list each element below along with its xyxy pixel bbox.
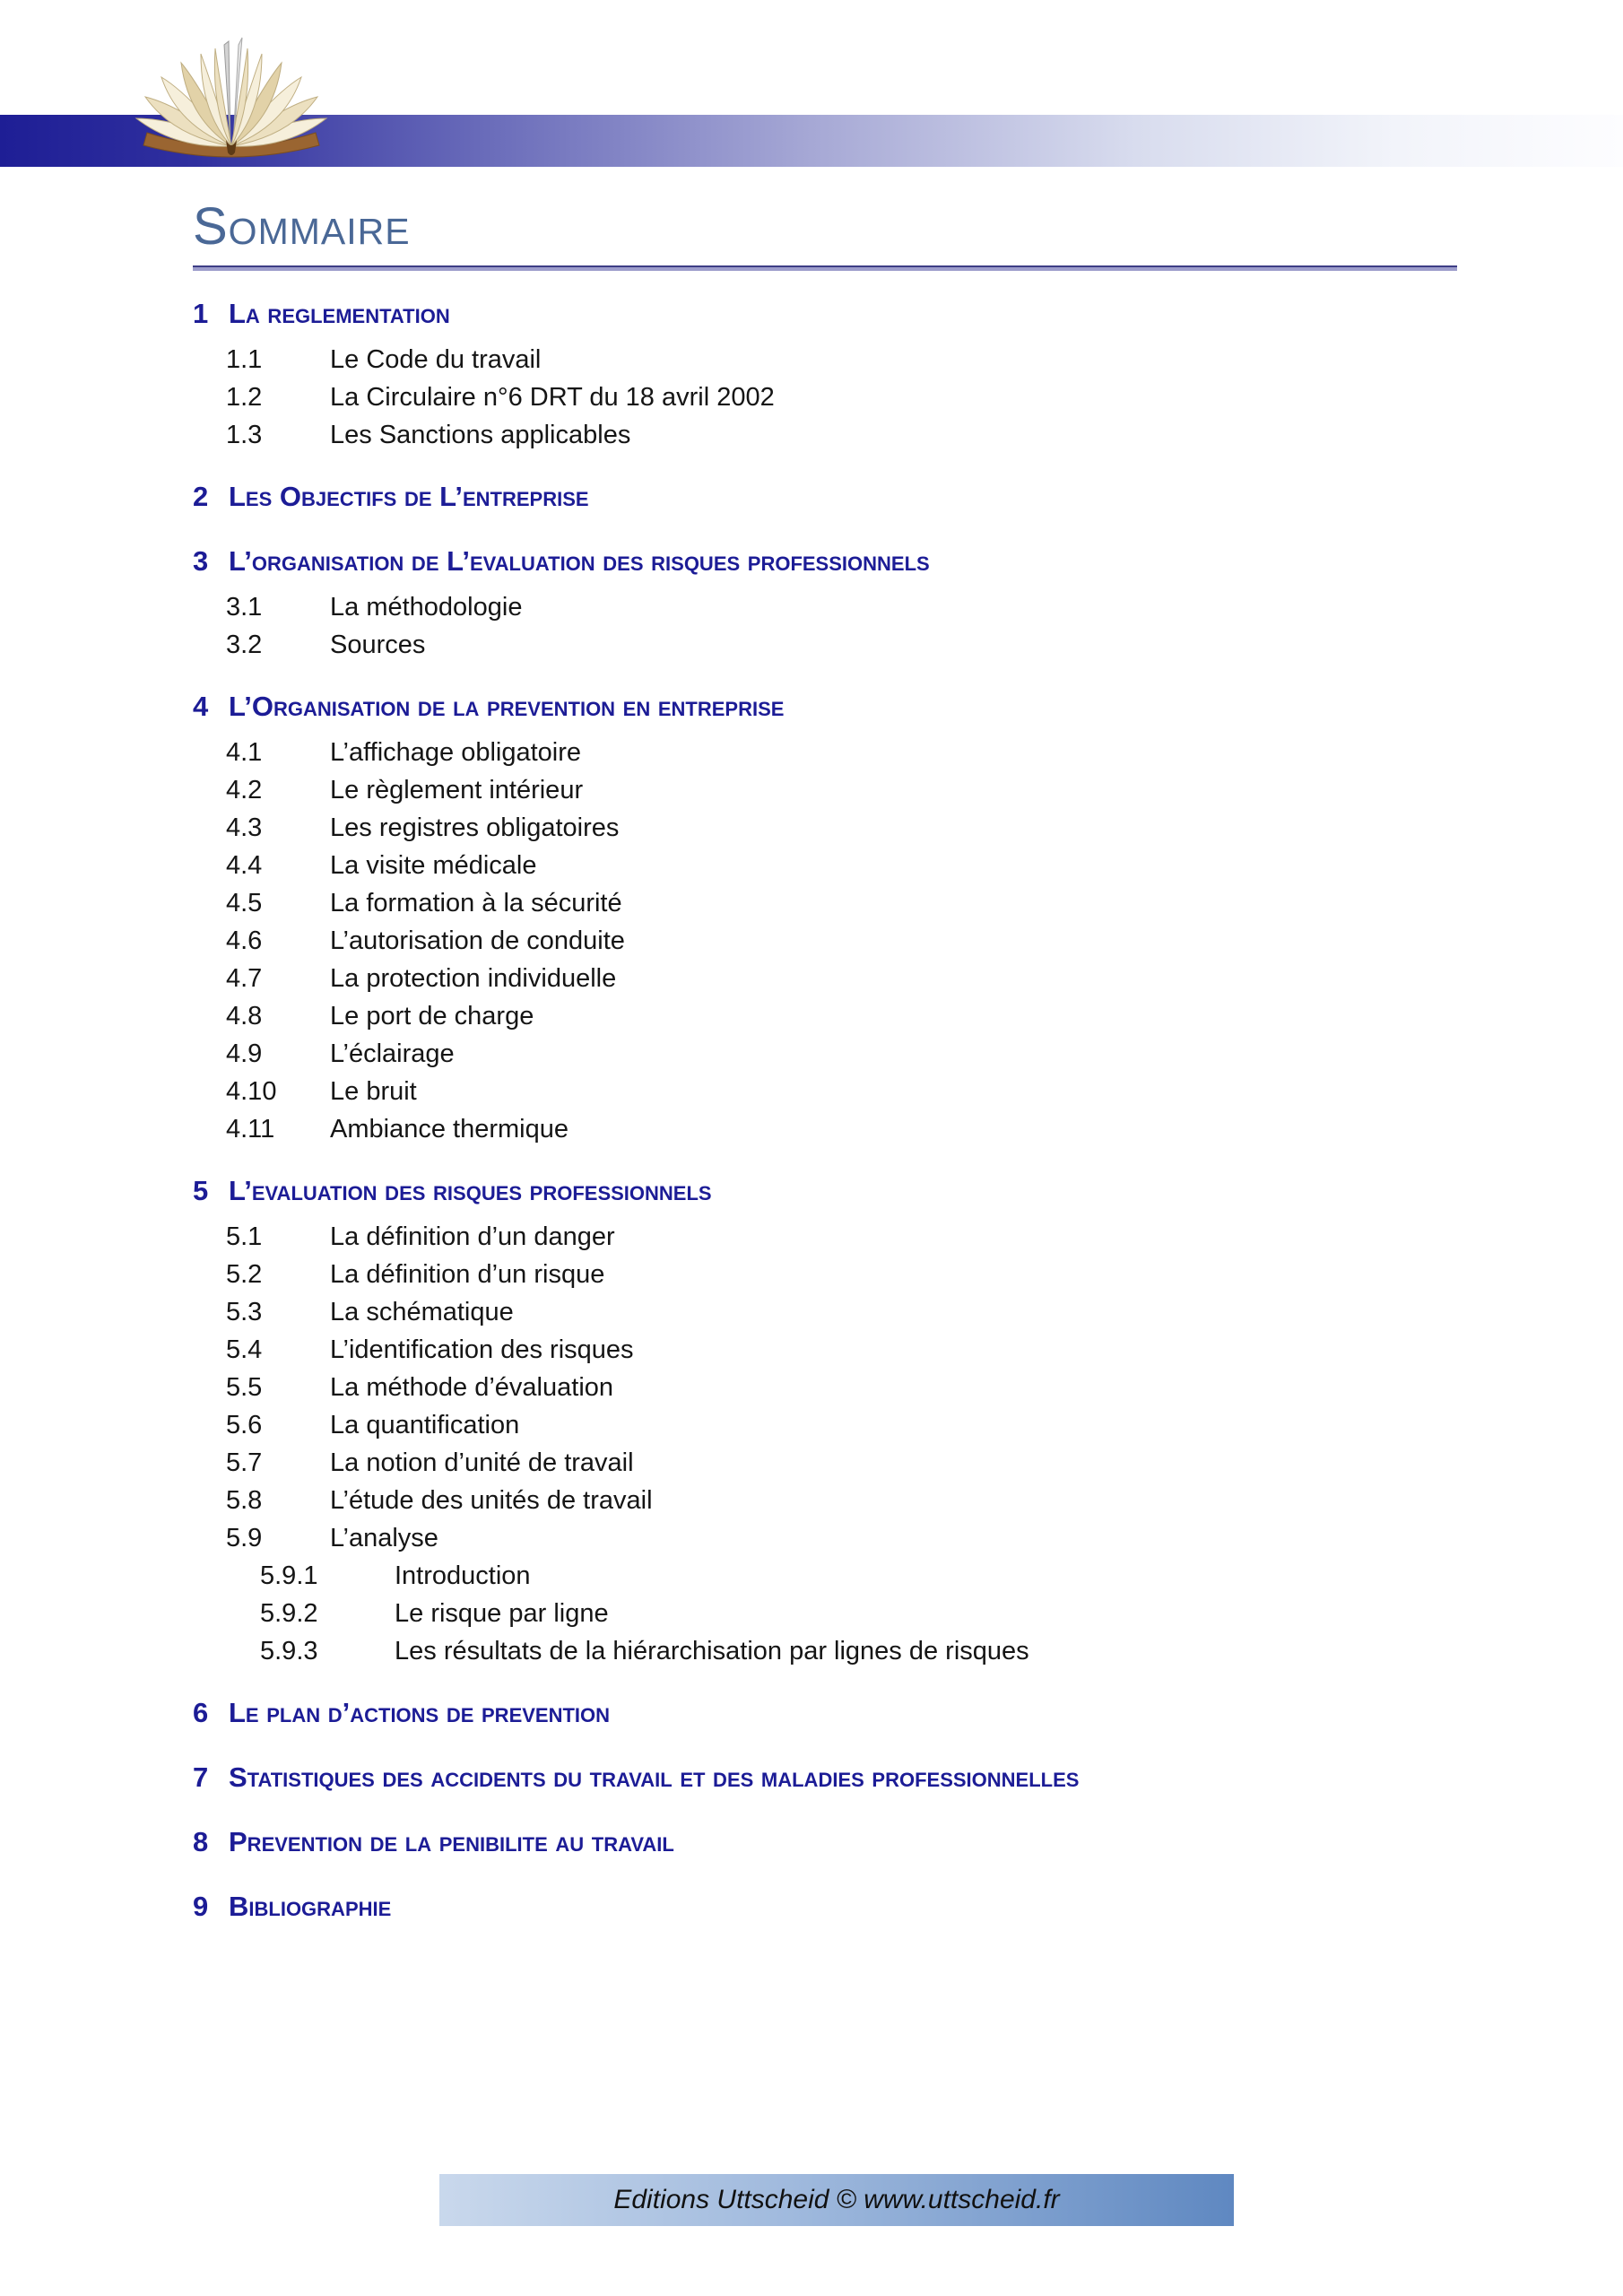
section-number: 4 bbox=[193, 691, 209, 722]
toc-entry bbox=[260, 1595, 1457, 1632]
entry-label: Les résultats de la hiérarchisation par lignes de risques bbox=[395, 1637, 1029, 1665]
entry-number: 4.2 bbox=[226, 776, 263, 804]
entry-label: Le port de charge bbox=[330, 1002, 534, 1031]
toc-entry bbox=[226, 626, 1457, 664]
entry-number: 5.9.2 bbox=[260, 1599, 318, 1628]
toc-entry bbox=[226, 416, 1457, 454]
entry-label: L’autorisation de conduite bbox=[330, 926, 625, 955]
entry-number: 4.7 bbox=[226, 964, 263, 993]
entry-label: La protection individuelle bbox=[330, 964, 617, 993]
toc-section-heading bbox=[193, 1885, 1457, 1928]
toc-section-heading bbox=[193, 685, 1457, 728]
toc-section-7 bbox=[193, 1756, 1457, 1799]
entry-label: L’identification des risques bbox=[330, 1335, 634, 1364]
toc-entry bbox=[260, 1632, 1457, 1670]
entry-label: Les registres obligatoires bbox=[330, 813, 620, 842]
toc-entry bbox=[226, 1331, 1457, 1369]
toc-entry bbox=[226, 734, 1457, 771]
entry-label: L’étude des unités de travail bbox=[330, 1486, 653, 1515]
section-number: 8 bbox=[193, 1826, 209, 1857]
entry-number: 4.8 bbox=[226, 1002, 263, 1031]
entry-number: 1.2 bbox=[226, 383, 263, 412]
footer-text: Editions Uttscheid © www.uttscheid.fr bbox=[613, 2185, 1060, 2214]
entry-label: Le Code du travail bbox=[330, 345, 542, 374]
entry-label: La visite médicale bbox=[330, 851, 537, 880]
entry-label: Le bruit bbox=[330, 1077, 417, 1106]
toc-entry bbox=[226, 771, 1457, 809]
toc-entry bbox=[226, 341, 1457, 378]
entry-number: 5.1 bbox=[226, 1222, 263, 1251]
entry-number: 4.1 bbox=[226, 738, 263, 767]
section-title: Prevention de la penibilite au travail bbox=[229, 1826, 674, 1857]
entry-number: 5.8 bbox=[226, 1486, 263, 1515]
toc-entry bbox=[226, 847, 1457, 884]
section-title: L’organisation de L’evaluation des risques professionnels bbox=[229, 545, 930, 577]
entry-number: 3.1 bbox=[226, 593, 263, 622]
toc-entry bbox=[226, 588, 1457, 626]
entry-number: 5.4 bbox=[226, 1335, 263, 1364]
entry-label: La Circulaire n°6 DRT du 18 avril 2002 bbox=[330, 383, 775, 412]
entry-number: 1.3 bbox=[226, 421, 263, 449]
entry-number: 5.7 bbox=[226, 1448, 263, 1477]
entry-number: 1.1 bbox=[226, 345, 263, 374]
entry-label: Sources bbox=[330, 631, 426, 659]
toc-section-4 bbox=[193, 685, 1457, 1148]
entry-label: La quantification bbox=[330, 1411, 520, 1439]
toc-section-6 bbox=[193, 1692, 1457, 1735]
entry-number: 4.10 bbox=[226, 1077, 277, 1106]
entry-number: 4.9 bbox=[226, 1039, 263, 1068]
section-title: L’evaluation des risques professionnels bbox=[229, 1175, 712, 1206]
entry-number: 4.6 bbox=[226, 926, 263, 955]
open-book-icon bbox=[124, 32, 339, 169]
section-title: Les Objectifs de L’entreprise bbox=[229, 481, 589, 512]
entry-label: Introduction bbox=[395, 1561, 531, 1590]
toc-section-heading bbox=[193, 475, 1457, 518]
entry-label: Les Sanctions applicables bbox=[330, 421, 631, 449]
toc-entry bbox=[226, 1035, 1457, 1073]
entry-number: 5.5 bbox=[226, 1373, 263, 1402]
section-title: L’Organisation de la prevention en entreprise bbox=[229, 691, 785, 722]
section-title: La reglementation bbox=[229, 298, 450, 329]
footer-banner bbox=[439, 2174, 1234, 2226]
entry-number: 4.5 bbox=[226, 889, 263, 918]
section-number: 3 bbox=[193, 545, 209, 577]
toc-section-2 bbox=[193, 475, 1457, 518]
toc-section-8 bbox=[193, 1821, 1457, 1864]
entry-label: L’affichage obligatoire bbox=[330, 738, 582, 767]
toc-entry bbox=[226, 884, 1457, 922]
section-number: 5 bbox=[193, 1175, 209, 1206]
entry-label: Le règlement intérieur bbox=[330, 776, 584, 804]
toc-entry bbox=[226, 1369, 1457, 1406]
entry-number: 5.9 bbox=[226, 1524, 263, 1552]
entry-number: 4.11 bbox=[226, 1115, 275, 1144]
toc-entry bbox=[226, 1218, 1457, 1256]
entry-label: La formation à la sécurité bbox=[330, 889, 622, 918]
toc bbox=[193, 199, 1457, 1934]
entry-label: La méthode d’évaluation bbox=[330, 1373, 614, 1402]
toc-section-1 bbox=[193, 292, 1457, 454]
toc-section-heading bbox=[193, 1170, 1457, 1213]
toc-section-5 bbox=[193, 1170, 1457, 1670]
entry-label: L’analyse bbox=[330, 1524, 438, 1552]
toc-entry bbox=[226, 1293, 1457, 1331]
toc-entry bbox=[226, 922, 1457, 960]
section-title: Le plan d’actions de prevention bbox=[229, 1697, 611, 1728]
section-number: 7 bbox=[193, 1761, 209, 1793]
toc-entry bbox=[226, 1073, 1457, 1110]
entry-label: La définition d’un risque bbox=[330, 1260, 605, 1289]
toc-entry bbox=[226, 960, 1457, 997]
entry-label: La méthodologie bbox=[330, 593, 523, 622]
toc-entry bbox=[226, 1519, 1457, 1557]
toc-entry bbox=[226, 378, 1457, 416]
toc-section-heading bbox=[193, 292, 1457, 335]
entry-label: L’éclairage bbox=[330, 1039, 455, 1068]
entry-label: La définition d’un danger bbox=[330, 1222, 615, 1251]
section-number: 1 bbox=[193, 298, 209, 329]
section-number: 9 bbox=[193, 1891, 209, 1922]
toc-entry bbox=[226, 997, 1457, 1035]
title-divider bbox=[193, 265, 1457, 271]
toc-section-heading bbox=[193, 1821, 1457, 1864]
toc-section-heading bbox=[193, 540, 1457, 583]
entry-number: 3.2 bbox=[226, 631, 263, 659]
toc-section-3 bbox=[193, 540, 1457, 664]
page-title: Sommaire bbox=[193, 197, 411, 256]
section-title: Statistiques des accidents du travail et des maladies professionnelles bbox=[229, 1761, 1080, 1793]
toc-section-heading bbox=[193, 1756, 1457, 1799]
entry-number: 4.4 bbox=[226, 851, 263, 880]
toc-section-heading bbox=[193, 1692, 1457, 1735]
toc-entry bbox=[260, 1557, 1457, 1595]
section-title: Bibliographie bbox=[229, 1891, 392, 1922]
toc-entry bbox=[226, 1406, 1457, 1444]
entry-number: 5.9.3 bbox=[260, 1637, 318, 1665]
section-number: 6 bbox=[193, 1697, 209, 1728]
entry-number: 5.9.1 bbox=[260, 1561, 318, 1590]
entry-number: 5.3 bbox=[226, 1298, 263, 1326]
entry-number: 4.3 bbox=[226, 813, 263, 842]
toc-entry bbox=[226, 1256, 1457, 1293]
entry-number: 5.6 bbox=[226, 1411, 263, 1439]
entry-label: La notion d’unité de travail bbox=[330, 1448, 634, 1477]
toc-entry bbox=[226, 1110, 1457, 1148]
toc-section-9 bbox=[193, 1885, 1457, 1928]
section-number: 2 bbox=[193, 481, 209, 512]
entry-label: Le risque par ligne bbox=[395, 1599, 609, 1628]
entry-number: 5.2 bbox=[226, 1260, 263, 1289]
toc-entry bbox=[226, 809, 1457, 847]
toc-entry bbox=[226, 1482, 1457, 1519]
entry-label: La schématique bbox=[330, 1298, 514, 1326]
entry-label: Ambiance thermique bbox=[330, 1115, 568, 1144]
toc-entry bbox=[226, 1444, 1457, 1482]
